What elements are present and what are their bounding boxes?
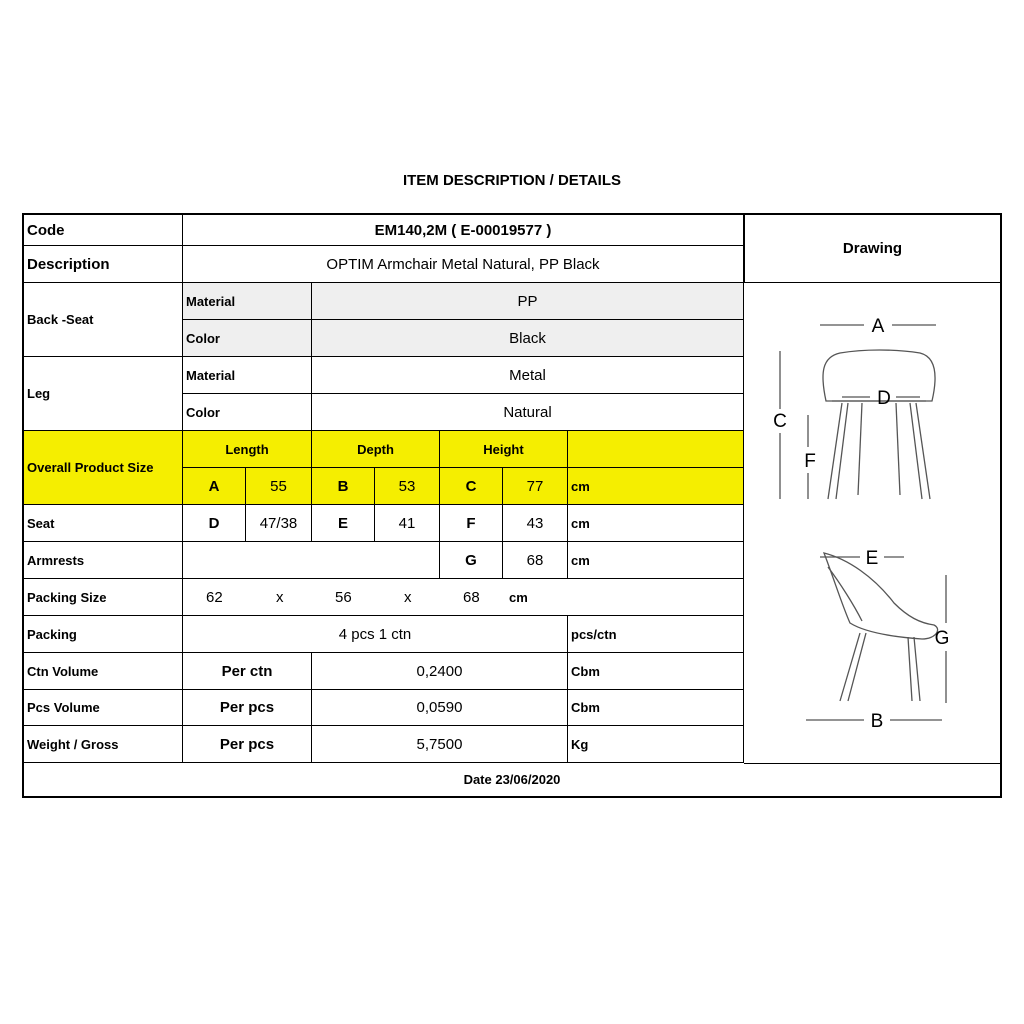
leg-label: Leg — [24, 357, 183, 431]
pcs-volume-label: Pcs Volume — [24, 690, 183, 726]
leg-color-value: Natural — [312, 394, 744, 431]
back-seat-color-label: Color — [183, 320, 312, 357]
back-seat-color-value: Black — [312, 320, 744, 357]
value-f: 43 — [503, 505, 568, 542]
drawing-label-a: A — [871, 316, 885, 337]
packing-size-label: Packing Size — [24, 579, 183, 616]
description-label: Description — [24, 246, 183, 283]
packing-size-width: 62 — [206, 588, 223, 606]
armrests-blank — [183, 542, 440, 579]
letter-d: D — [183, 505, 246, 542]
packing-size-depth: 56 — [335, 588, 352, 606]
drawing-panel — [744, 283, 1000, 764]
value-b: 53 — [375, 468, 440, 505]
drawing-label-b: B — [870, 711, 884, 732]
seat-unit: cm — [568, 505, 744, 542]
drawing-label-c: C — [773, 411, 787, 432]
date-footer: Date 23/06/2020 — [463, 772, 561, 787]
value-g: 68 — [503, 542, 568, 579]
packing-unit: pcs/ctn — [568, 616, 744, 653]
packing-size-x2: x — [404, 588, 412, 606]
spec-sheet — [22, 213, 1002, 798]
back-seat-material-value: PP — [312, 283, 744, 320]
length-header: Length — [183, 431, 312, 468]
document-title: ITEM DESCRIPTION / DETAILS — [402, 172, 622, 189]
front-leg-5 — [910, 403, 922, 499]
value-e: 41 — [375, 505, 440, 542]
description-value: OPTIM Armchair Metal Natural, PP Black — [183, 246, 744, 283]
seat-label: Seat — [24, 505, 183, 542]
front-leg-4 — [896, 403, 900, 495]
letter-f: F — [440, 505, 503, 542]
back-seat-material-label: Material — [183, 283, 312, 320]
armrests-label: Armrests — [24, 542, 183, 579]
front-leg-6 — [916, 403, 930, 499]
pcs-volume-per: Per pcs — [183, 690, 312, 726]
weight-label: Weight / Gross — [24, 726, 183, 763]
letter-e: E — [312, 505, 375, 542]
letter-b: B — [312, 468, 375, 505]
letter-g: G — [440, 542, 503, 579]
side-chair-shell — [824, 553, 938, 639]
drawing-label-e: E — [865, 548, 879, 569]
drawing-label-g: G — [934, 628, 950, 649]
front-leg-3 — [858, 403, 862, 495]
pcs-volume-unit: Cbm — [568, 690, 744, 726]
chair-drawing — [744, 283, 1000, 763]
packing-size-height: 68 — [463, 588, 480, 606]
overall-size-label: Overall Product Size — [24, 431, 183, 505]
overall-unit: cm — [568, 468, 744, 505]
front-leg-1 — [828, 403, 842, 499]
ctn-volume-label: Ctn Volume — [24, 653, 183, 690]
letter-c: C — [440, 468, 503, 505]
ctn-volume-value: 0,2400 — [312, 653, 568, 690]
packing-size-x1: x — [276, 588, 284, 606]
leg-material-label: Material — [183, 357, 312, 394]
pcs-volume-value: 0,0590 — [312, 690, 568, 726]
drawing-label-f: F — [804, 451, 816, 472]
weight-per: Per pcs — [183, 726, 312, 763]
value-d: 47/38 — [246, 505, 312, 542]
front-leg-2 — [836, 403, 848, 499]
side-leg-rear-b — [914, 637, 920, 701]
packing-label: Packing — [24, 616, 183, 653]
packing-size-unit: cm — [509, 589, 528, 605]
value-a: 55 — [246, 468, 312, 505]
letter-a: A — [183, 468, 246, 505]
ctn-volume-unit: Cbm — [568, 653, 744, 690]
value-c: 77 — [503, 468, 568, 505]
overall-header-blank — [568, 431, 744, 468]
armrests-unit: cm — [568, 542, 744, 579]
weight-value: 5,7500 — [312, 726, 568, 763]
side-chair-back-contour — [828, 567, 862, 621]
side-leg-rear-a — [908, 637, 912, 701]
packing-size-row — [183, 579, 744, 616]
leg-color-label: Color — [183, 394, 312, 431]
height-header: Height — [440, 431, 568, 468]
weight-unit: Kg — [568, 726, 744, 763]
code-value: EM140,2M ( E-00019577 ) — [183, 215, 744, 246]
ctn-volume-per: Per ctn — [183, 653, 312, 690]
back-seat-label: Back -Seat — [24, 283, 183, 357]
packing-value: 4 pcs 1 ctn — [183, 616, 568, 653]
code-label: Code — [24, 215, 183, 246]
drawing-header: Drawing — [744, 215, 1000, 283]
drawing-label-d: D — [877, 388, 891, 409]
depth-header: Depth — [312, 431, 440, 468]
leg-material-value: Metal — [312, 357, 744, 394]
